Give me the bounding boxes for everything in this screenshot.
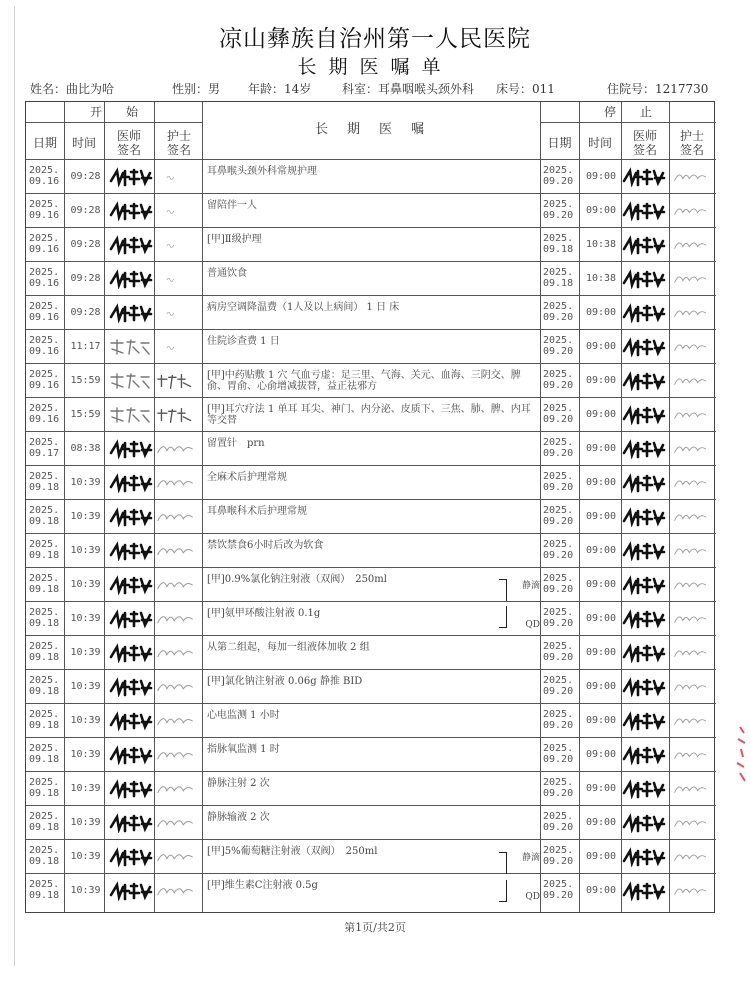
table-row <box>26 805 716 839</box>
stop-date: 2025. 09.20 <box>543 845 574 867</box>
stop-nurse-signature <box>673 269 709 289</box>
table-row <box>26 737 716 771</box>
table-row <box>26 193 716 227</box>
start-doctor-signature <box>109 201 153 221</box>
stop-time: 09:00 <box>585 409 617 420</box>
stop-nurse-signature <box>673 745 709 765</box>
table-row <box>26 227 716 261</box>
start-time: 10:39 <box>70 851 101 862</box>
start-nurse-signature <box>156 405 196 425</box>
patient-info-bar <box>30 80 720 98</box>
start-doctor-signature <box>109 745 153 765</box>
stop-nurse-signature <box>673 303 709 323</box>
patient-department: 科室：耳鼻咽喉头颈外科 <box>342 82 475 96</box>
stop-nurse-signature <box>673 439 709 459</box>
order-text: [甲]中药贴敷 1 穴 气血亏虚：足三里、气海、关元、血海、三阴交、脾俞、胃俞、心俞增减拔替，益正祛邪方 <box>207 370 521 392</box>
stop-date: 2025. 09.20 <box>543 573 574 595</box>
header-start-nurse-sign: 护士签名 <box>166 129 191 157</box>
stop-date: 2025. 09.20 <box>543 641 574 663</box>
stop-doctor-signature <box>622 541 666 561</box>
start-date: 2025. 09.18 <box>29 743 60 765</box>
order-text: 心电监测 1 小时 <box>207 710 280 721</box>
table-row <box>26 839 716 873</box>
start-doctor-signature <box>109 575 153 595</box>
start-nurse-signature <box>156 473 196 493</box>
order-text: [甲]维生素C注射液 0.5g <box>207 880 318 891</box>
stop-time: 09:00 <box>585 579 617 590</box>
stop-date: 2025. 09.20 <box>543 879 574 901</box>
stop-doctor-signature <box>622 711 666 731</box>
table-row <box>26 499 716 533</box>
stop-date: 2025. 09.20 <box>543 811 574 833</box>
order-text: 静脉输液 2 次 <box>207 812 270 823</box>
start-nurse-signature <box>156 371 196 391</box>
route-label: 静滴 <box>521 581 540 591</box>
order-text: [甲]0.9%氯化钠注射液（双阀） 250ml <box>207 574 387 585</box>
stop-time: 10:38 <box>585 273 617 284</box>
order-text: 耳鼻喉头颈外科常规护理 <box>207 166 317 177</box>
stop-time: 09:00 <box>585 647 617 658</box>
red-stamp-edge-icon <box>734 725 748 785</box>
stop-nurse-signature <box>673 167 709 187</box>
stop-time: 09:00 <box>585 375 617 386</box>
table-row <box>26 159 716 193</box>
header-stop-doctor-sign: 医师签名 <box>632 129 657 157</box>
order-text: 全麻术后护理常规 <box>207 472 287 483</box>
start-doctor-signature <box>109 405 153 425</box>
stop-doctor-signature <box>622 371 666 391</box>
header-start-time: 时间 <box>71 136 96 150</box>
hospital-name: 凉山彝族自治州第一人民医院 <box>219 26 531 52</box>
table-row <box>26 567 716 601</box>
start-date: 2025. 09.18 <box>29 879 60 901</box>
start-date: 2025. 09.18 <box>29 675 60 697</box>
stop-time: 09:00 <box>585 851 617 862</box>
start-date: 2025. 09.17 <box>29 437 60 459</box>
start-date: 2025. 09.16 <box>29 301 60 323</box>
stop-doctor-signature <box>622 473 666 493</box>
patient-age: 年龄：14岁 <box>248 82 312 96</box>
start-date: 2025. 09.18 <box>29 777 60 799</box>
start-date: 2025. 09.16 <box>29 267 60 289</box>
stop-nurse-signature <box>673 575 709 595</box>
table-row <box>26 703 716 737</box>
table-row <box>26 431 716 465</box>
page-number: 第1页/共2页 <box>344 921 406 934</box>
start-time: 10:39 <box>70 783 101 794</box>
start-date: 2025. 09.18 <box>29 471 60 493</box>
stop-nurse-signature <box>673 881 709 901</box>
stop-nurse-signature <box>673 711 709 731</box>
header-start: 开 始 <box>89 105 138 119</box>
stop-doctor-signature <box>622 235 666 255</box>
stop-nurse-signature <box>673 779 709 799</box>
start-nurse-signature <box>166 235 186 255</box>
route-label: 静滴 <box>521 853 540 863</box>
order-text: 禁饮禁食6小时后改为软食 <box>207 540 324 551</box>
stop-nurse-signature <box>673 609 709 629</box>
stop-doctor-signature <box>622 167 666 187</box>
start-date: 2025. 09.16 <box>29 335 60 357</box>
order-text: [甲]5%葡萄糖注射液（双阀） 250ml <box>207 846 378 857</box>
stop-nurse-signature <box>673 813 709 833</box>
start-doctor-signature <box>109 813 153 833</box>
start-time: 10:39 <box>70 681 101 692</box>
order-text: 留置针 prn <box>207 438 265 449</box>
start-time: 10:39 <box>70 613 101 624</box>
start-nurse-signature <box>156 541 196 561</box>
order-text: [甲]氨甲环酸注射液 0.1g <box>207 608 321 619</box>
start-doctor-signature <box>109 167 153 187</box>
start-date: 2025. 09.18 <box>29 811 60 833</box>
table-row <box>26 873 716 907</box>
start-date: 2025. 09.16 <box>29 369 60 391</box>
start-time: 10:39 <box>70 511 101 522</box>
stop-doctor-signature <box>622 677 666 697</box>
start-nurse-signature <box>156 677 196 697</box>
start-doctor-signature <box>109 847 153 867</box>
start-doctor-signature <box>109 507 153 527</box>
start-nurse-signature <box>156 813 196 833</box>
stop-date: 2025. 09.20 <box>543 709 574 731</box>
group-bracket-4 <box>499 880 507 902</box>
start-time: 10:39 <box>70 579 101 590</box>
stop-time: 09:00 <box>585 205 617 216</box>
start-date: 2025. 09.18 <box>29 573 60 595</box>
patient-inpatient-number: 住院号：1217730 <box>607 82 709 96</box>
start-date: 2025. 09.18 <box>29 709 60 731</box>
table-row <box>26 329 716 363</box>
table-row <box>26 397 716 431</box>
stop-doctor-signature <box>622 201 666 221</box>
start-nurse-signature <box>156 439 196 459</box>
start-doctor-signature <box>109 371 153 391</box>
stop-doctor-signature <box>622 847 666 867</box>
stop-doctor-signature <box>622 813 666 833</box>
order-text: 耳鼻喉科术后护理常规 <box>207 506 307 517</box>
stop-time: 09:00 <box>585 817 617 828</box>
group-bracket-2 <box>499 606 507 628</box>
start-time: 10:39 <box>70 545 101 556</box>
stop-date: 2025. 09.20 <box>543 335 574 357</box>
stop-date: 2025. 09.20 <box>543 403 574 425</box>
table-row <box>26 771 716 805</box>
order-text: [甲]Ⅱ级护理 <box>207 234 262 245</box>
start-doctor-signature <box>109 643 153 663</box>
start-nurse-signature <box>156 847 196 867</box>
start-nurse-signature <box>156 643 196 663</box>
stop-doctor-signature <box>622 303 666 323</box>
order-text: [甲]耳穴疗法 1 单耳 耳尖、神门、内分泌、皮质下、三焦、肺、脾、内耳等交替 <box>207 404 531 426</box>
start-doctor-signature <box>109 609 153 629</box>
stop-time: 09:00 <box>585 749 617 760</box>
start-doctor-signature <box>109 473 153 493</box>
start-doctor-signature <box>109 779 153 799</box>
stop-time: 10:38 <box>585 239 617 250</box>
stop-doctor-signature <box>622 337 666 357</box>
start-date: 2025. 09.18 <box>29 641 60 663</box>
start-doctor-signature <box>109 677 153 697</box>
stop-nurse-signature <box>673 643 709 663</box>
patient-name: 姓名：曲比为哈 <box>30 82 115 96</box>
orders-table <box>25 101 715 913</box>
stop-doctor-signature <box>622 881 666 901</box>
start-time: 10:39 <box>70 749 101 760</box>
start-date: 2025. 09.16 <box>29 199 60 221</box>
route-label: QD <box>525 892 540 902</box>
start-date: 2025. 09.16 <box>29 233 60 255</box>
stop-date: 2025. 09.20 <box>543 471 574 493</box>
start-doctor-signature <box>109 541 153 561</box>
table-row <box>26 363 716 397</box>
start-nurse-signature <box>156 609 196 629</box>
order-text: 留陪伴一人 <box>207 200 257 211</box>
stop-date: 2025. 09.20 <box>543 777 574 799</box>
start-time: 10:39 <box>70 885 101 896</box>
start-date: 2025. 09.18 <box>29 539 60 561</box>
patient-bed: 床号：011 <box>496 82 555 96</box>
stop-time: 09:00 <box>585 171 617 182</box>
patient-gender: 性别：男 <box>172 82 221 96</box>
start-time: 09:28 <box>70 307 101 318</box>
stop-time: 09:00 <box>585 477 617 488</box>
stop-doctor-signature <box>622 575 666 595</box>
stop-doctor-signature <box>622 405 666 425</box>
table-row <box>26 465 716 499</box>
start-doctor-signature <box>109 439 153 459</box>
start-time: 09:28 <box>70 273 101 284</box>
stop-doctor-signature <box>622 507 666 527</box>
table-row <box>26 601 716 635</box>
start-time: 10:39 <box>70 477 101 488</box>
stop-nurse-signature <box>673 337 709 357</box>
stop-nurse-signature <box>673 371 709 391</box>
stop-nurse-signature <box>673 235 709 255</box>
document-title: 长期医嘱单 <box>297 56 453 78</box>
stop-time: 09:00 <box>585 545 617 556</box>
start-nurse-signature <box>166 201 186 221</box>
start-date: 2025. 09.18 <box>29 845 60 867</box>
start-nurse-signature <box>156 881 196 901</box>
stop-date: 2025. 09.20 <box>543 607 574 629</box>
start-nurse-signature <box>156 711 196 731</box>
order-text: 从第二组起，每加一组液体加收 2 组 <box>207 642 370 653</box>
stop-time: 09:00 <box>585 443 617 454</box>
stop-nurse-signature <box>673 405 709 425</box>
start-time: 15:59 <box>70 409 101 420</box>
order-text: 静脉注射 2 次 <box>207 778 270 789</box>
stop-nurse-signature <box>673 677 709 697</box>
stop-doctor-signature <box>622 269 666 289</box>
table-row <box>26 295 716 329</box>
group-bracket-1 <box>499 579 507 601</box>
start-date: 2025. 09.18 <box>29 607 60 629</box>
stop-time: 09:00 <box>585 307 617 318</box>
stop-date: 2025. 09.18 <box>543 267 574 289</box>
stop-date: 2025. 09.20 <box>543 165 574 187</box>
stop-date: 2025. 09.20 <box>543 199 574 221</box>
table-row <box>26 635 716 669</box>
stop-time: 09:00 <box>585 885 617 896</box>
start-doctor-signature <box>109 269 153 289</box>
start-doctor-signature <box>109 303 153 323</box>
page-left-edge <box>14 6 15 966</box>
start-nurse-signature <box>156 507 196 527</box>
start-nurse-signature <box>156 575 196 595</box>
start-nurse-signature <box>166 337 186 357</box>
stop-date: 2025. 09.20 <box>543 675 574 697</box>
table-row <box>26 669 716 703</box>
stop-date: 2025. 09.20 <box>543 301 574 323</box>
stop-nurse-signature <box>673 473 709 493</box>
start-nurse-signature <box>166 303 186 323</box>
start-date: 2025. 09.16 <box>29 165 60 187</box>
start-time: 09:28 <box>70 205 101 216</box>
stop-time: 09:00 <box>585 613 617 624</box>
start-doctor-signature <box>109 337 153 357</box>
stop-time: 09:00 <box>585 511 617 522</box>
start-nurse-signature <box>156 745 196 765</box>
stop-date: 2025. 09.20 <box>543 437 574 459</box>
order-text: 普通饮食 <box>207 268 247 279</box>
order-text: 住院诊查费 1 日 <box>207 336 280 347</box>
start-time: 11:17 <box>70 341 101 352</box>
header-start-doctor-sign: 医师签名 <box>116 129 141 157</box>
stop-doctor-signature <box>622 745 666 765</box>
stop-doctor-signature <box>622 439 666 459</box>
header-start-date: 日期 <box>32 136 57 150</box>
stop-date: 2025. 09.20 <box>543 369 574 391</box>
start-nurse-signature <box>166 269 186 289</box>
start-time: 10:39 <box>70 647 101 658</box>
start-doctor-signature <box>109 235 153 255</box>
stop-date: 2025. 09.20 <box>543 743 574 765</box>
stop-time: 09:00 <box>585 681 617 692</box>
stop-time: 09:00 <box>585 341 617 352</box>
start-time: 09:28 <box>70 171 101 182</box>
order-text: [甲]氯化钠注射液 0.06g 静推 BID <box>207 676 363 687</box>
stop-doctor-signature <box>622 779 666 799</box>
start-date: 2025. 09.16 <box>29 403 60 425</box>
start-time: 10:39 <box>70 817 101 828</box>
stop-date: 2025. 09.20 <box>543 539 574 561</box>
start-doctor-signature <box>109 881 153 901</box>
header-long-term-orders: 长 期 医 嘱 <box>314 122 427 137</box>
start-time: 08:38 <box>70 443 101 454</box>
header-stop: 停 止 <box>603 105 652 119</box>
start-nurse-signature <box>166 167 186 187</box>
stop-time: 09:00 <box>585 783 617 794</box>
stop-date: 2025. 09.18 <box>543 233 574 255</box>
stop-doctor-signature <box>622 643 666 663</box>
start-time: 10:39 <box>70 715 101 726</box>
order-text: 病房空调降温费（1人及以上病间） 1 日 床 <box>207 302 400 313</box>
stop-time: 09:00 <box>585 715 617 726</box>
stop-nurse-signature <box>673 847 709 867</box>
header-stop-nurse-sign: 护士签名 <box>679 129 704 157</box>
route-label: QD <box>525 620 540 630</box>
table-row <box>26 261 716 295</box>
header-stop-date: 日期 <box>547 136 572 150</box>
stop-date: 2025. 09.20 <box>543 505 574 527</box>
order-text: 指脉氧监测 1 时 <box>207 744 280 755</box>
stop-nurse-signature <box>673 201 709 221</box>
table-row <box>26 533 716 567</box>
start-nurse-signature <box>156 779 196 799</box>
start-doctor-signature <box>109 711 153 731</box>
start-time: 09:28 <box>70 239 101 250</box>
group-bracket-3 <box>499 852 507 874</box>
start-date: 2025. 09.18 <box>29 505 60 527</box>
stop-nurse-signature <box>673 541 709 561</box>
stop-nurse-signature <box>673 507 709 527</box>
start-time: 15:59 <box>70 375 101 386</box>
header-stop-time: 时间 <box>587 136 612 150</box>
stop-doctor-signature <box>622 609 666 629</box>
